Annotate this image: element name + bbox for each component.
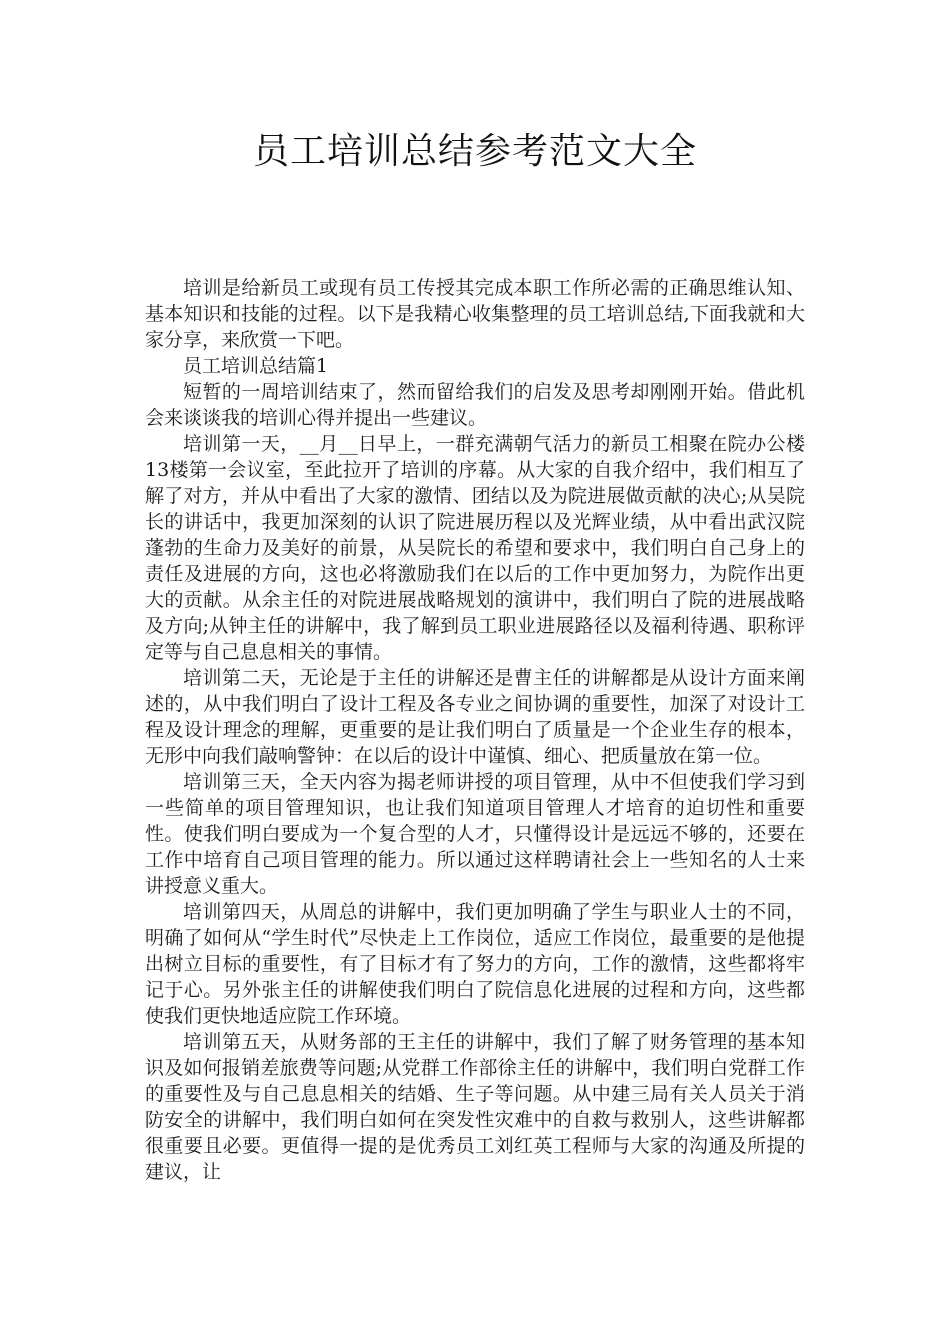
paragraph: 培训第三天，全天内容为揭老师讲授的项目管理，从中不但使我们学习到一些简单的项目管理知识，也让我们知道项目管理人才培育的迫切性和重要性。使我们明白要成为一个复合型的人才，只懂得设计是远远不够的，还要在工作中培育自己项目管理的能力。所以通过这样聘请社会上一些知名的人士来讲授意义重大。 (145, 771, 805, 897)
paragraph-intro: 培训是给新员工或现有员工传授其完成本职工作所必需的正确思维认知、基本知识和技能的过程。以下是我精心收集整理的员工培训总结,下面我就和大家分享，来欣赏一下吧。 (145, 277, 805, 351)
document-title: 员工培训总结参考范文大全 (252, 131, 697, 172)
section-heading: 员工培训总结篇1 (183, 355, 329, 377)
paragraph: 培训第五天，从财务部的王主任的讲解中，我们了解了财务管理的基本知识及如何报销差旅费等问题;从党群工作部徐主任的讲解中，我们明白党群工作的重要性及与自己息息相关的结婚、生子等问题。从中建三局有关人员关于消防安全的讲解中，我们明白如何在突发性灾难中的自救与救别人，这些讲解都很重要且必要。更值得一提的是优秀员工刘红英工程师与大家的沟通及所提的建议，让 (145, 1031, 805, 1183)
paragraph: 培训第四天，从周总的讲解中，我们更加明确了学生与职业人士的不同，明确了如何从“学生时代”尽快走上工作岗位，适应工作岗位，最重要的是他提出树立目标的重要性，有了目标才有了努力的方向，工作的激情，这些都将牢记于心。另外张主任的讲解使我们明白了院信息化进展的过程和方向，这些都使我们更快地适应院工作环境。 (145, 901, 805, 1027)
document-body (145, 275, 805, 1185)
paragraph: 短暂的一周培训结束了，然而留给我们的启发及思考却刚刚开始。借此机会来谈谈我的培训心得并提出一些建议。 (145, 381, 805, 429)
paragraph: 培训第一天，__月__日早上，一群充满朝气活力的新员工相聚在院办公楼13楼第一会议室，至此拉开了培训的序幕。从大家的自我介绍中，我们相互了解了对方，并从中看出了大家的激情、团结以及为院进展做贡献的决心;从吴院长的讲话中，我更加深刻的认识了院进展历程以及光辉业绩，从中看出武汉院蓬勃的生命力及美好的前景，从吴院长的希望和要求中，我们明白自己身上的责任及进展的方向，这也必将激励我们在以后的工作中更加努力，为院作出更大的贡献。从余主任的对院进展战略规划的演讲中，我们明白了院的进展战略及方向;从钟主任的讲解中，我了解到员工职业进展路径以及福利待遇、职称评定等与自己息息相关的事情。 (145, 433, 805, 663)
paragraph: 培训第二天，无论是于主任的讲解还是曹主任的讲解都是从设计方面来阐述的，从中我们明白了设计工程及各专业之间协调的重要性，加深了对设计工程及设计理念的理解，更重要的是让我们明白了质量是一个企业生存的根本，无形中向我们敲响警钟：在以后的设计中谨慎、细心、把质量放在第一位。 (145, 667, 805, 767)
